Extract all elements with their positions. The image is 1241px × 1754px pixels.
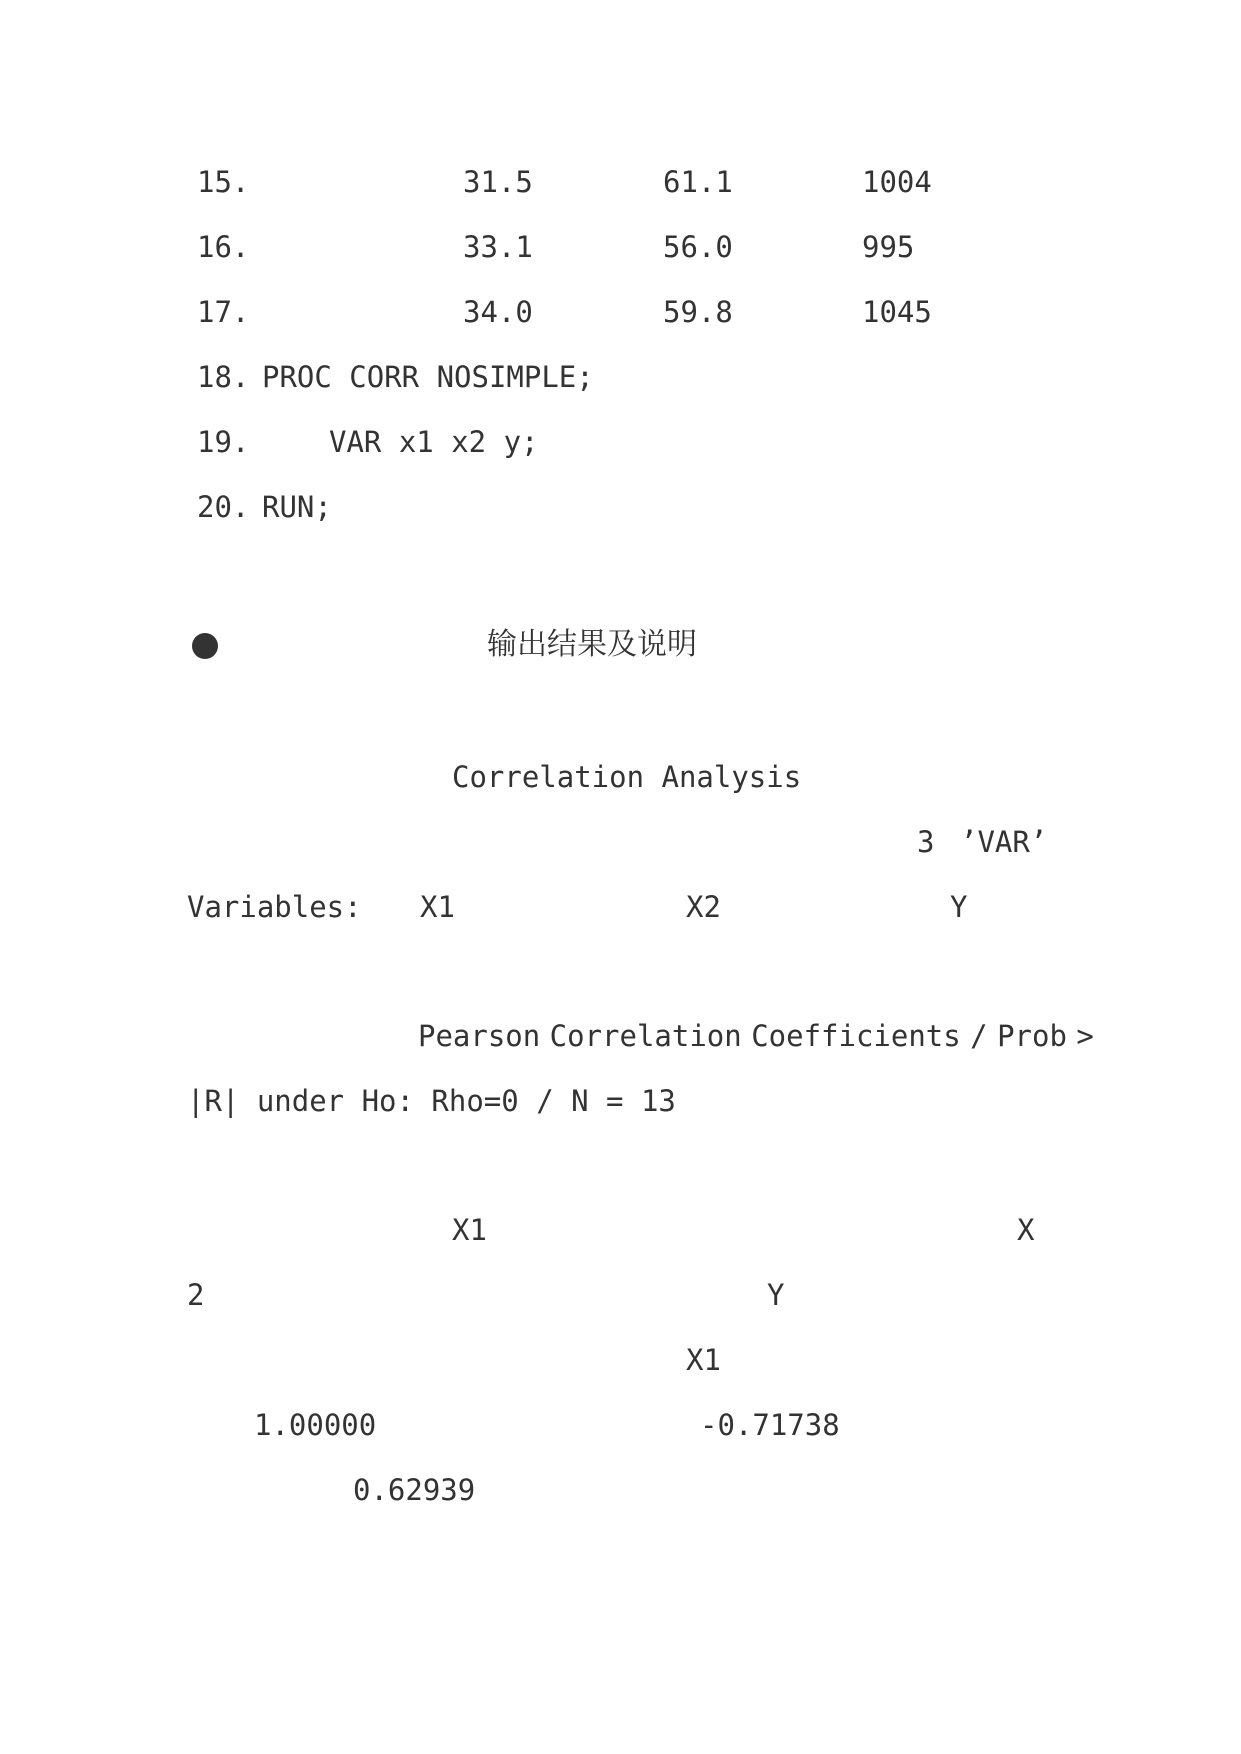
var-count: 3 — [917, 825, 935, 859]
line-number: 18. — [197, 360, 250, 394]
data-cell-x2: 59.8 — [663, 295, 733, 329]
code-statement: VAR x1 x2 y; — [329, 425, 539, 459]
column-header-x2: X — [1017, 1213, 1035, 1247]
line-number: 19. — [197, 425, 250, 459]
line-number: 15. — [197, 165, 250, 199]
output-title: Correlation Analysis — [452, 760, 802, 794]
correlation-value: -0.71738 — [700, 1408, 840, 1442]
data-cell-y: 1004 — [862, 165, 932, 199]
data-cell-x2: 56.0 — [663, 230, 733, 264]
variable-name: Y — [950, 890, 968, 924]
line-number: 20. — [197, 490, 250, 524]
data-cell-x1: 34.0 — [463, 295, 533, 329]
correlation-value: 1.00000 — [254, 1408, 377, 1442]
column-header-y: Y — [767, 1278, 785, 1312]
code-statement: PROC CORR NOSIMPLE; — [262, 360, 594, 394]
bullet-icon — [192, 633, 218, 659]
data-cell-x2: 61.1 — [663, 165, 733, 199]
column-header-x2-wrap: 2 — [187, 1278, 205, 1312]
code-statement: RUN; — [262, 490, 332, 524]
pearson-subheading: |R| under Ho: Rho=0 / N = 13 — [187, 1084, 676, 1118]
var-keyword: ’VAR’ — [960, 825, 1048, 859]
variable-name: X2 — [686, 890, 721, 924]
data-cell-y: 1045 — [862, 295, 932, 329]
correlation-value: 0.62939 — [353, 1473, 476, 1507]
pearson-heading: Pearson Correlation Coefficients / Prob > — [418, 1019, 1094, 1053]
column-header-x1: X1 — [452, 1213, 487, 1247]
data-cell-x1: 31.5 — [463, 165, 533, 199]
section-heading: 输出结果及说明 — [487, 627, 697, 662]
data-cell-x1: 33.1 — [463, 230, 533, 264]
variable-name: X1 — [420, 890, 455, 924]
line-number: 16. — [197, 230, 250, 264]
data-cell-y: 995 — [862, 230, 915, 264]
line-number: 17. — [197, 295, 250, 329]
variables-label: Variables: — [187, 890, 362, 924]
row-label-x1: X1 — [686, 1343, 721, 1377]
